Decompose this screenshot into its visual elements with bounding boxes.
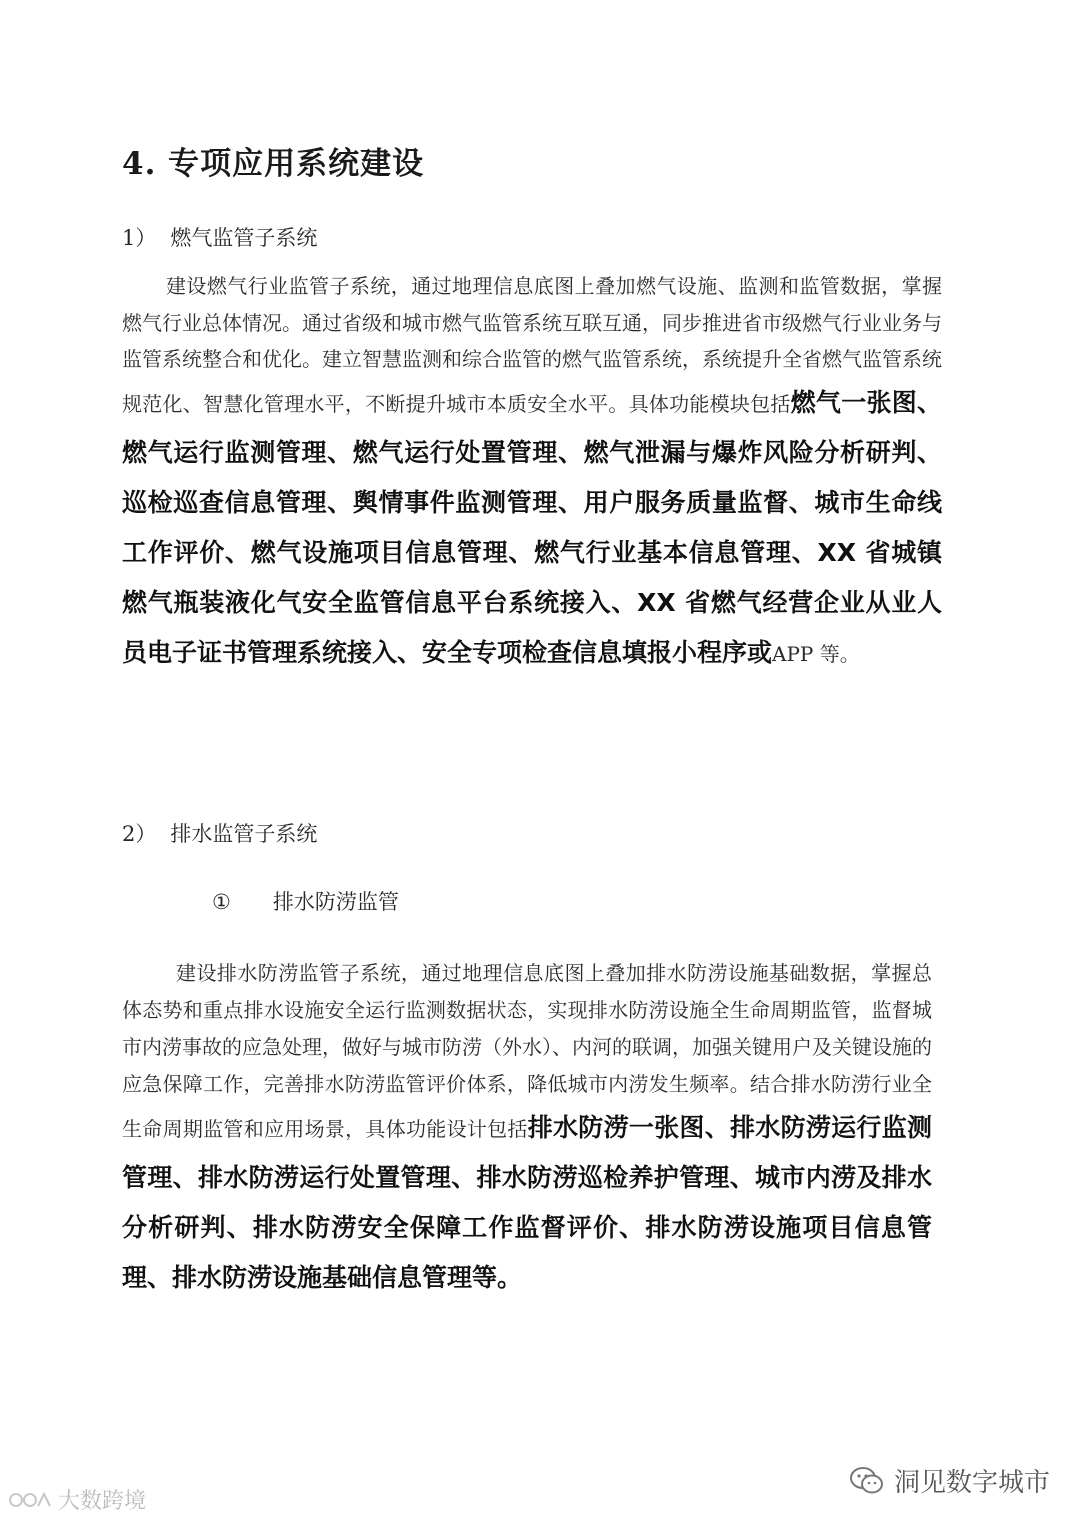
subsubsection-label: 排水防涝监管 xyxy=(272,890,399,914)
wechat-icon xyxy=(850,1466,884,1496)
subsubsection-number: ① xyxy=(212,890,231,914)
subsection-label: 燃气监管子系统 xyxy=(170,226,318,250)
subsection-number: 2） xyxy=(122,822,157,846)
watermark-left xyxy=(8,1484,146,1515)
watermark-right-text: 洞见数字城市 xyxy=(893,1468,1050,1498)
subsection-drainage-heading xyxy=(122,818,317,848)
watermark-left-text: 大数跨境 xyxy=(58,1489,147,1514)
subsection-number: 1） xyxy=(122,226,157,250)
subsubsection-heading xyxy=(212,886,399,916)
gas-paragraph-tail: APP 等。 xyxy=(772,641,860,666)
drainage-paragraph-text: 建设排水防涝监管子系统，通过地理信息底图上叠加排水防涝设施基础数据，掌握总体态势和重点排水设施安全运行监测数据状态，实现排水防涝设施全生命周期监管，监督城市内涝事故的应急处理，做好与城市防涝（外水）、内河的联调，加强关键用户及关键设施的应急保障工作，完善排水防涝监管评价体系，降低城市内涝发生频率。结合排水防涝行业全生命周期监管和应用场景，具体功能设计包括 xyxy=(122,961,932,1141)
gas-paragraph-text: 建设燃气行业监管子系统，通过地理信息底图上叠加燃气设施、监测和监管数据，掌握燃气行业总体情况。通过省级和城市燃气监管系统互联互通，同步推进省市级燃气行业业务与监管系统整合和优化。建立智慧监测和综合监管的燃气监管系统，系统提升全省燃气监管系统规范化、智慧化管理水平，不断提升城市本质安全水平。具体功能模块包括 xyxy=(122,274,942,416)
drainage-paragraph xyxy=(122,955,932,1303)
subsection-label: 排水监管子系统 xyxy=(170,822,318,846)
watermark-right xyxy=(850,1462,1050,1499)
subsection-gas-heading xyxy=(122,222,317,252)
drainage-modules-bold: 排水防涝一张图、排水防涝运行监测管理、排水防涝运行处置管理、排水防涝巡检养护管理、城市内涝及排水分析研判、排水防涝安全保障工作监督评价、排水防涝设施项目信息管理、排水防涝设施基础信息管理等。 xyxy=(122,1113,932,1292)
brand-logo-icon xyxy=(8,1488,54,1512)
gas-modules-bold: 燃气一张图、燃气运行监测管理、燃气运行处置管理、燃气泄漏与爆炸风险分析研判、巡检巡查信息管理、舆情事件监测管理、用户服务质量监督、城市生命线工作评价、燃气设施项目信息管理、燃气行业基本信息管理、XX 省城镇燃气瓶装液化气安全监管信息平台系统接入、XX 省燃气经营企业从业人员电子证书管理系统接入、安全专项检查信息填报小程序或 xyxy=(122,387,942,667)
section-title: 4. 专项应用系统建设 xyxy=(122,146,425,182)
gas-paragraph xyxy=(122,268,942,678)
